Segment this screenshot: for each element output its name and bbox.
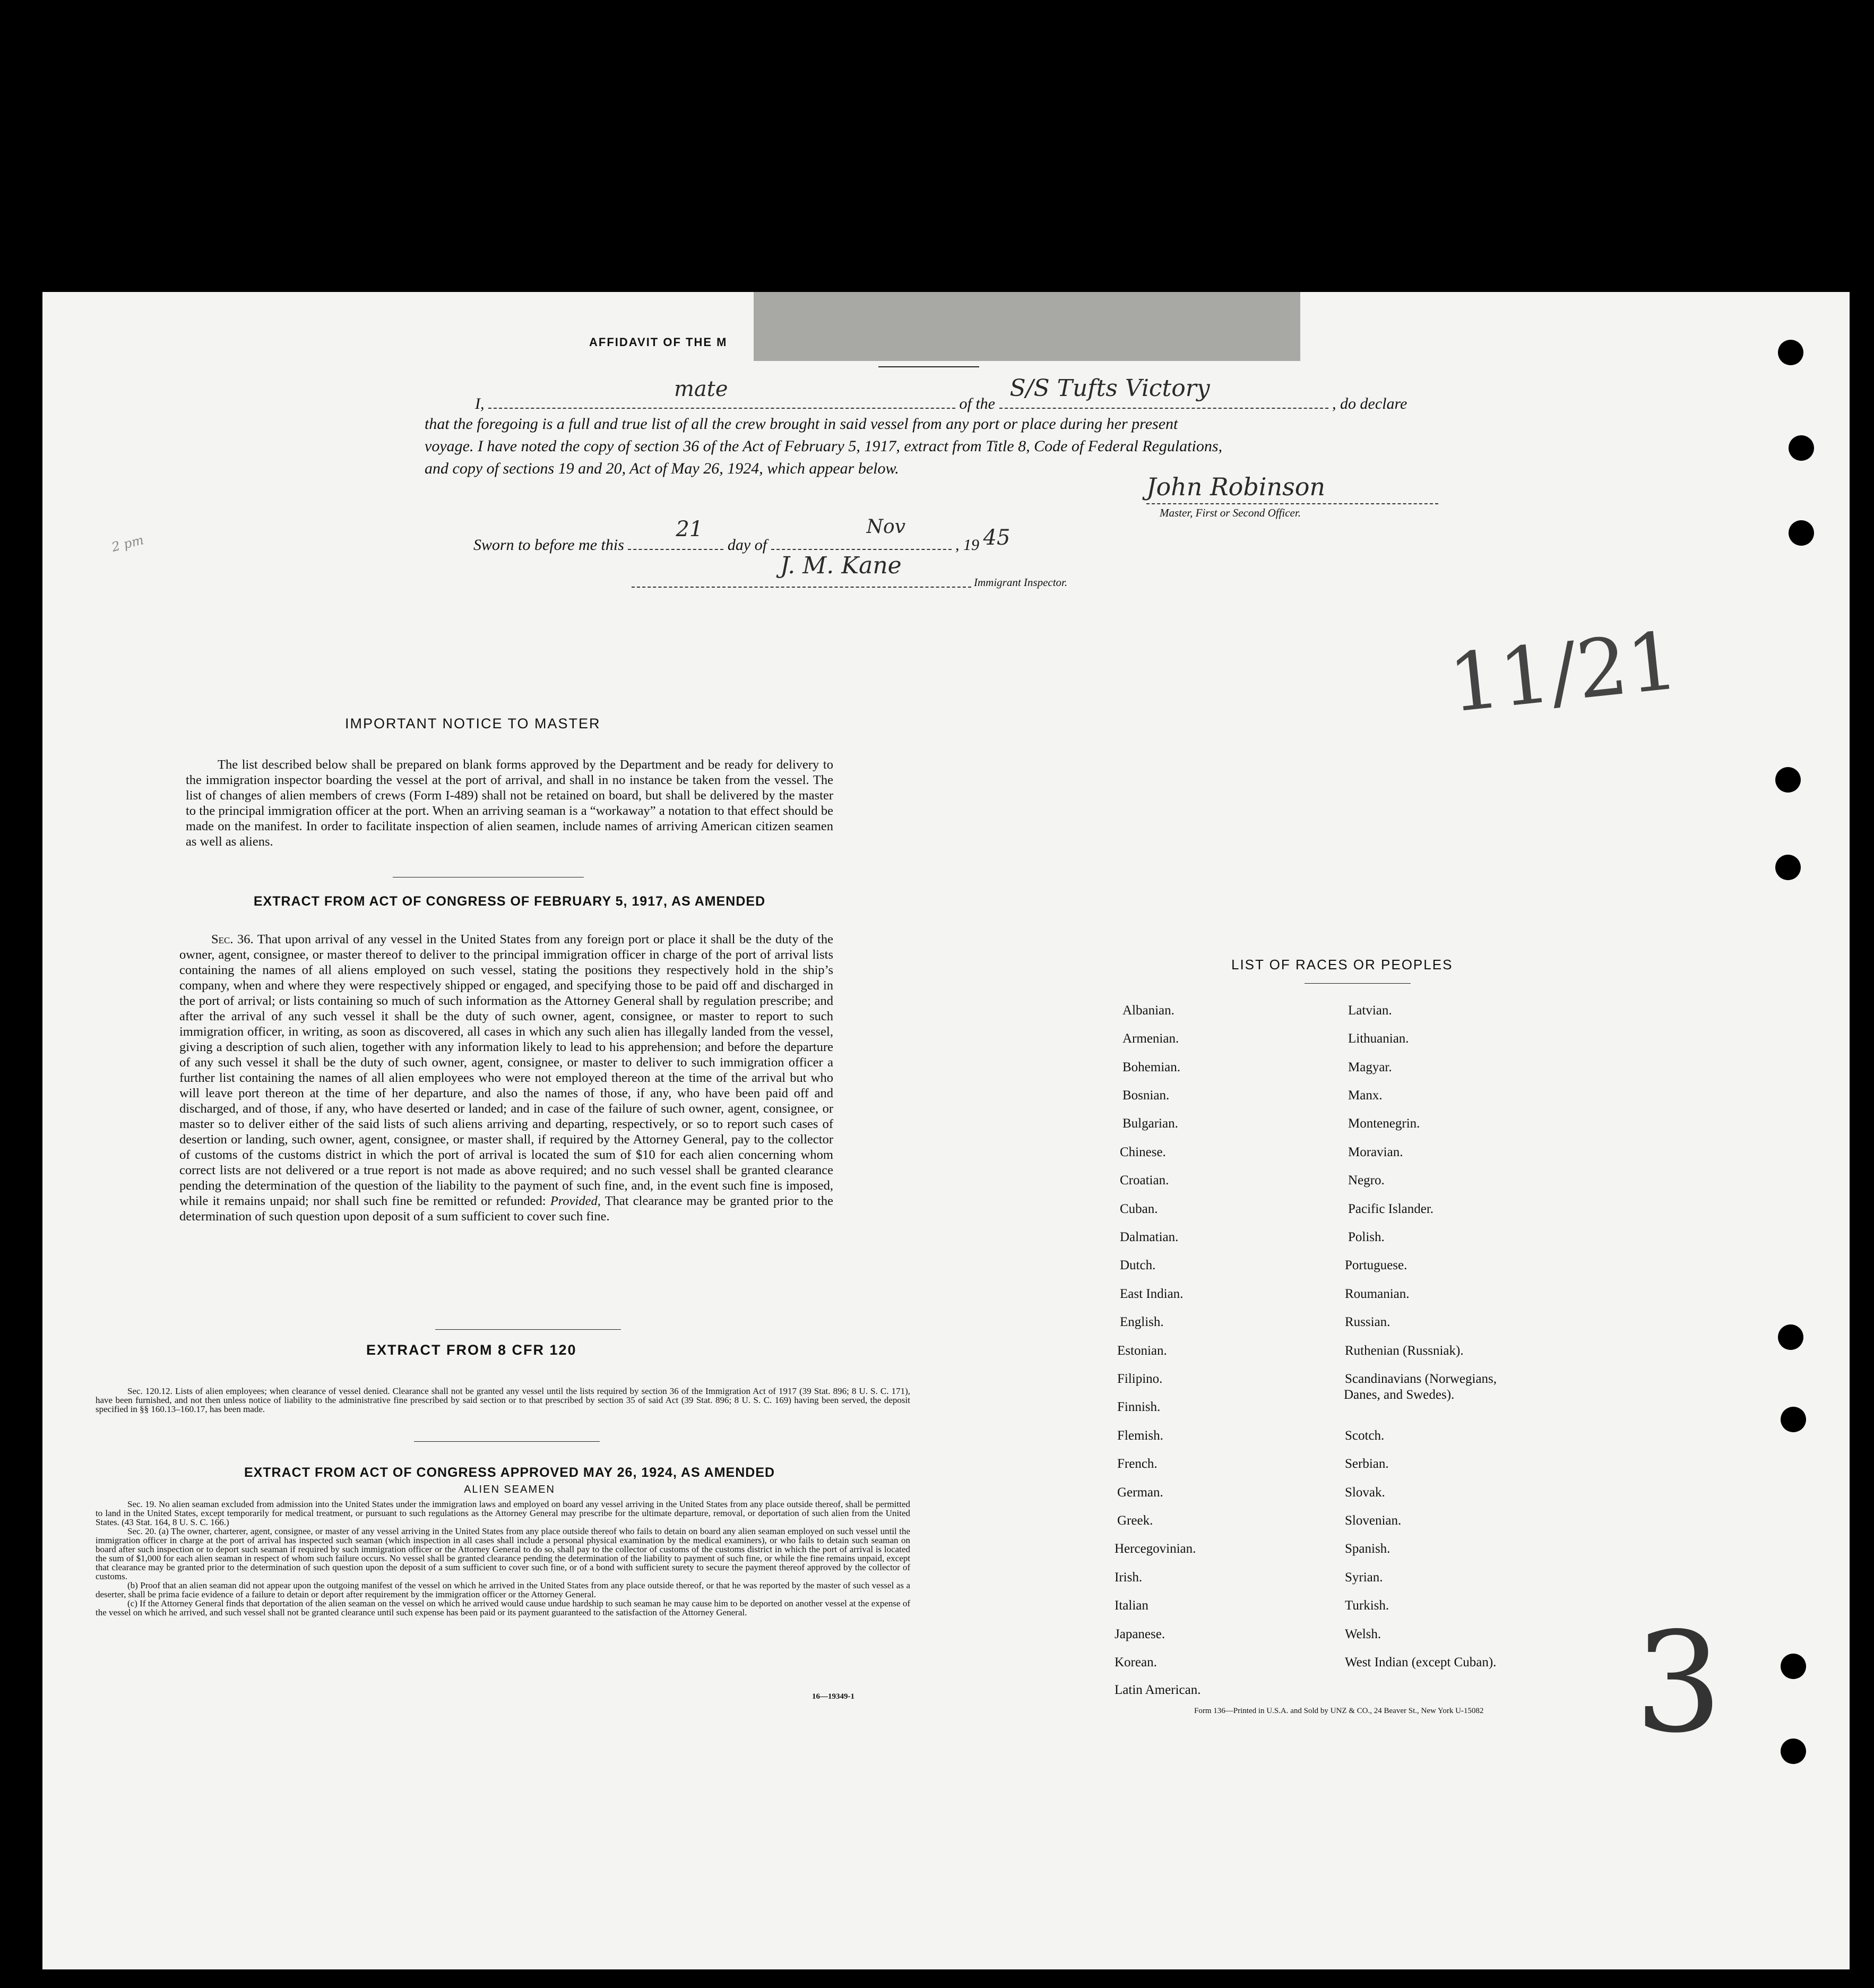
page-number: 3 <box>1635 1603 1723 1763</box>
race-item: French. <box>1117 1457 1158 1471</box>
inspector-caption: Immigrant Inspector. <box>974 576 1068 589</box>
race-item: Scotch. <box>1345 1428 1385 1443</box>
race-item: Magyar. <box>1348 1060 1392 1074</box>
race-item: Negro. <box>1348 1173 1385 1187</box>
extract-1917-title: EXTRACT FROM ACT OF CONGRESS OF FEBRUARY 5, 1917, AS AMENDED <box>253 894 766 909</box>
sec-36-text: That upon arrival of any vessel in the United States from any foreign port or place it shall be the duty of the owner, agent, consignee, or master thereof to deliver to the principal immigration officer in charge of the port of arrival lists containing the names of all aliens employed on such vessel, stating the positions they respectively hold in the ship’s company, when and where they were respectively shipped or engaged, and specifying those to be paid off and discharged in the port of arrival; or lists containing so much of such information as the Attorney General shall by regulation prescribe; and after the arrival of any such vessel it shall be the duty of such owner, agent, consignee, or master to report to such immigration officer, in writing, as soon as discovered, all cases in which any such alien has illegally landed from the vessel, giving a description of such alien, together with any information likely to lead to his apprehension; and before the departure of any such vessel it shall be the duty of such owner, agent, consignee, or master to deliver to such immigration officer a further list containing the names of all alien employees who were not employed thereon at the time of the arrival but who will leave port thereon at the time of her departure, and also the names of those, if any, who have been paid off and discharged, and of those, if any, who have deserted or landed; and in case of the failure of such owner, agent, consignee, or master so to deliver either of the said lists of such aliens arriving and departing, respectively, or so to report such cases of desertion or landing, such owner, agent, consignee, or master shall, if required by the Attorney General, pay to the collector of customs of the customs district in which the port of arrival is located the sum of $10 for each alien concerning whom correct lists are not delivered or a true report is not made as above required; and no such vessel shall be granted clearance pending the determination of the question of the liability to the payment of such fine, and, in the event such fine is imposed, while it remains unpaid; nor shall such fine be remitted or refunded: <box>179 932 833 1208</box>
race-item: Manx. <box>1348 1088 1383 1103</box>
race-item: Hercegovinian. <box>1115 1542 1196 1556</box>
race-item: Finnish. <box>1117 1400 1161 1414</box>
race-item: Latvian. <box>1348 1003 1392 1018</box>
redaction-tape <box>754 292 1300 361</box>
affidavit-title: AFFIDAVIT OF THE M <box>589 335 728 349</box>
printer-footer: Form 136—Printed in U.S.A. and Sold by UNZ & CO., 24 Beaver St., New York U-15082 <box>1194 1707 1484 1715</box>
date-note: 11/21 <box>1445 614 1683 731</box>
binder-hole <box>1775 855 1801 880</box>
sec-20a-text: Sec. 20. (a) The owner, charterer, agent, consignee, or master of any vessel arriving in the United States from any place outside thereof who fails to detain on board any alien seaman employed on such vessel until the immigration officer in charge at the port of arrival has inspected such seaman (which inspection in all cases shall include a personal physical examination by the medical examiners), or who fails to detain such seaman on board after such inspection or to deport such seaman if required by such immigration officer or the Attorney General to do so, shall pay to the collector of customs of the customs district in which the port of arrival is located the sum of $1,000 for each alien seaman in respect of whom such failure occurs. No vessel shall be granted clearance pending the determination of the liability to payment of such fine, or while the fine remains unpaid, except that clearance may be granted prior to the determination of such question upon the deposit of a sum sufficient to cover such fine, or of a bond with sufficient surety to secure the payment thereof approved by the collector of customs. <box>96 1526 910 1581</box>
race-item: Estonian. <box>1117 1344 1167 1358</box>
binder-hole <box>1781 1407 1806 1432</box>
race-item: Bosnian. <box>1122 1088 1170 1103</box>
race-item: Slovenian. <box>1345 1513 1402 1528</box>
proviso-label: Provided, <box>550 1194 601 1208</box>
race-item: Cuban. <box>1120 1202 1158 1216</box>
binder-hole <box>1781 1739 1806 1764</box>
race-item: Ruthenian (Russniak). <box>1345 1344 1464 1358</box>
race-item: Armenian. <box>1122 1031 1179 1046</box>
notice-text: The list described below shall be prepared on blank forms approved by the Department and be ready for delivery to the immigration inspector boarding the vessel at the port of arrival, and shall in no instance be taken from the vessel. The list of changes of alien members of crews (Form I-489) shall not be retained on board, but shall be delivered by the master to the principal immigration officer at the port. When an arriving seaman is a “workaway” a notation to that effect should be made on the manifest. In order to facilitate inspection of alien seamen, include names of arriving American citizen seamen as well as aliens. <box>186 758 833 849</box>
month-field <box>771 516 952 550</box>
race-item: Greek. <box>1117 1513 1153 1528</box>
race-item: West Indian (except Cuban). <box>1345 1655 1497 1669</box>
race-item: English. <box>1120 1315 1164 1329</box>
race-item: Chinese. <box>1120 1145 1166 1159</box>
form-code: 16—19349-1 <box>812 1692 854 1701</box>
race-item: Lithuanian. <box>1348 1031 1409 1046</box>
race-item: Croatian. <box>1120 1173 1169 1187</box>
extract-1924-body <box>96 1500 910 1617</box>
race-item: Montenegrin. <box>1348 1116 1420 1131</box>
affidavit-line-4: and copy of sections 19 and 20, Act of May 26, 1924, which appear below. <box>425 460 899 477</box>
race-item: Pacific Islander. <box>1348 1202 1434 1216</box>
year-prefix: , 19 <box>955 536 980 554</box>
day-field <box>628 517 723 550</box>
sworn-line <box>473 516 1011 555</box>
proviso-text: That clearance may be granted prior to the determination of such question upon deposit of a sum sufficient to cover such fine. <box>179 1194 834 1224</box>
margin-note: 2 pm <box>110 532 145 555</box>
binder-hole <box>1789 435 1814 461</box>
race-item: Welsh. <box>1345 1627 1381 1641</box>
race-item: Moravian. <box>1348 1145 1403 1159</box>
race-item: Russian. <box>1345 1315 1391 1329</box>
vessel-field <box>999 375 1328 409</box>
binder-hole <box>1775 767 1801 793</box>
race-item: Slovak. <box>1345 1485 1385 1500</box>
month-handwritten: Nov <box>866 516 906 538</box>
binder-hole <box>1778 1324 1803 1350</box>
race-item: Italian <box>1115 1598 1148 1613</box>
race-item: Latin American. <box>1115 1683 1201 1697</box>
affidavit-line-3: voyage. I have noted the copy of section 36 of the Act of February 5, 1917, extract from Title 8, Code of Federal Regulations, <box>425 437 1223 455</box>
extract-1924-subtitle: ALIEN SEAMEN <box>464 1484 555 1495</box>
extract-1917-body <box>179 932 833 1224</box>
declare-label: , do declare <box>1332 395 1407 412</box>
race-item: Filipino. <box>1117 1372 1163 1386</box>
inspector-signature-line <box>632 581 971 588</box>
pronoun-label: I, <box>475 395 485 412</box>
affidavit-line-2: that the foregoing is a full and true list of all the crew brought in said vessel from any port or place during her present <box>425 415 1178 433</box>
rank-handwritten: mate <box>674 377 728 401</box>
race-item: Scandinavians (Norwegians, <box>1345 1372 1497 1386</box>
vessel-handwritten: S/S Tufts Victory <box>1009 375 1210 402</box>
affidavit-line-1 <box>475 375 1407 413</box>
title-rule <box>878 366 979 367</box>
race-item: Dalmatian. <box>1120 1230 1179 1244</box>
races-title: LIST OF RACES OR PEOPLES <box>1231 957 1453 973</box>
race-item: Syrian. <box>1345 1570 1383 1585</box>
race-item: East Indian. <box>1120 1287 1184 1301</box>
document-page <box>42 292 1850 1969</box>
race-item: Serbian. <box>1345 1457 1389 1471</box>
race-item: Dutch. <box>1120 1258 1156 1272</box>
day-of-label: day of <box>727 536 767 554</box>
binder-hole <box>1789 520 1814 546</box>
race-item: Polish. <box>1348 1230 1385 1244</box>
race-item: Irish. <box>1115 1570 1143 1585</box>
cfr-text: Sec. 120.12. Lists of alien employees; when clearance of vessel denied. Clearance shall not be granted any vessel until the lists required by section 36 of the Immigration Act of 1917 (39 Stat. 896; 8 U. S. C. 171), have been furnished, and not then unless notice of liability to the administrative fine prescribed by said section or to that prescribed by section 35 of said Act (39 Stat. 896; 8 U. S. C. 169) having been served, the deposit specified in §§ 160.13–160.17, has been made. <box>96 1386 910 1414</box>
inspector-signature: J. M. Kane <box>780 552 902 579</box>
sec-20c-text: (c) If the Attorney General finds that deportation of the alien seaman on the vessel on which he arrived would cause undue hardship to such seaman he may cause him to be deported on another vessel at the expense of the vessel on which he arrived, and such vessel shall not be granted clearance until such expense has been paid or its payment guaranteed to the satisfaction of the Attorney General. <box>96 1598 910 1617</box>
extract-1917-rule <box>435 1329 621 1330</box>
race-item: Korean. <box>1115 1655 1157 1669</box>
race-item: Portuguese. <box>1345 1258 1407 1272</box>
race-item: Bulgarian. <box>1122 1116 1178 1131</box>
sec-20b-text: (b) Proof that an alien seaman did not appear upon the outgoing manifest of the vessel on which he arrived in the United States from any place outside thereof, or that he was reported by the master of such vessel as a deserter, shall be prima facie evidence of a failure to detain or deport after requirement by the immigration officer or the Attorney General. <box>96 1580 910 1599</box>
day-handwritten: 21 <box>676 517 703 541</box>
race-item: Albanian. <box>1122 1003 1175 1018</box>
race-item: Japanese. <box>1115 1627 1165 1641</box>
of-the-label: of the <box>959 395 995 412</box>
races-rule <box>1305 983 1411 984</box>
cfr-body <box>96 1387 910 1414</box>
notice-title: IMPORTANT NOTICE TO MASTER <box>345 716 601 731</box>
rank-field <box>488 377 955 409</box>
extract-1924-title: EXTRACT FROM ACT OF CONGRESS APPROVED MAY 26, 1924, AS AMENDED <box>244 1465 775 1480</box>
race-item: Bohemian. <box>1122 1060 1181 1074</box>
master-caption: Master, First or Second Officer. <box>1160 506 1301 519</box>
sec-19-text: Sec. 19. No alien seaman excluded from admission into the United States under the immigration laws and employed on board any vessel arriving in the United States from any place outside thereof, shall be permitted to land in the United States, except temporarily for medical treatment, or pursuant to such regulations as the Attorney General may prescribe for the ultimate departure, removal, or deportation of such alien from the United States. (43 Stat. 164, 8 U. S. C. 166.) <box>96 1499 910 1527</box>
binder-hole <box>1781 1654 1806 1679</box>
year-handwritten: 45 <box>983 526 1011 550</box>
master-signature: John Robinson <box>1146 472 1326 501</box>
cfr-title: EXTRACT FROM 8 CFR 120 <box>366 1342 577 1358</box>
cfr-rule <box>414 1441 600 1442</box>
sec-36-label: Sec. 36. <box>211 932 254 946</box>
race-item: Flemish. <box>1117 1428 1163 1443</box>
binder-hole <box>1778 340 1803 365</box>
race-item: Spanish. <box>1345 1542 1391 1556</box>
race-item: German. <box>1117 1485 1163 1500</box>
race-item: Turkish. <box>1345 1598 1389 1613</box>
race-item: Danes, and Swedes). <box>1344 1388 1455 1402</box>
sworn-label: Sworn to before me this <box>473 536 624 554</box>
notice-body <box>186 757 833 849</box>
race-item: Roumanian. <box>1345 1287 1410 1301</box>
